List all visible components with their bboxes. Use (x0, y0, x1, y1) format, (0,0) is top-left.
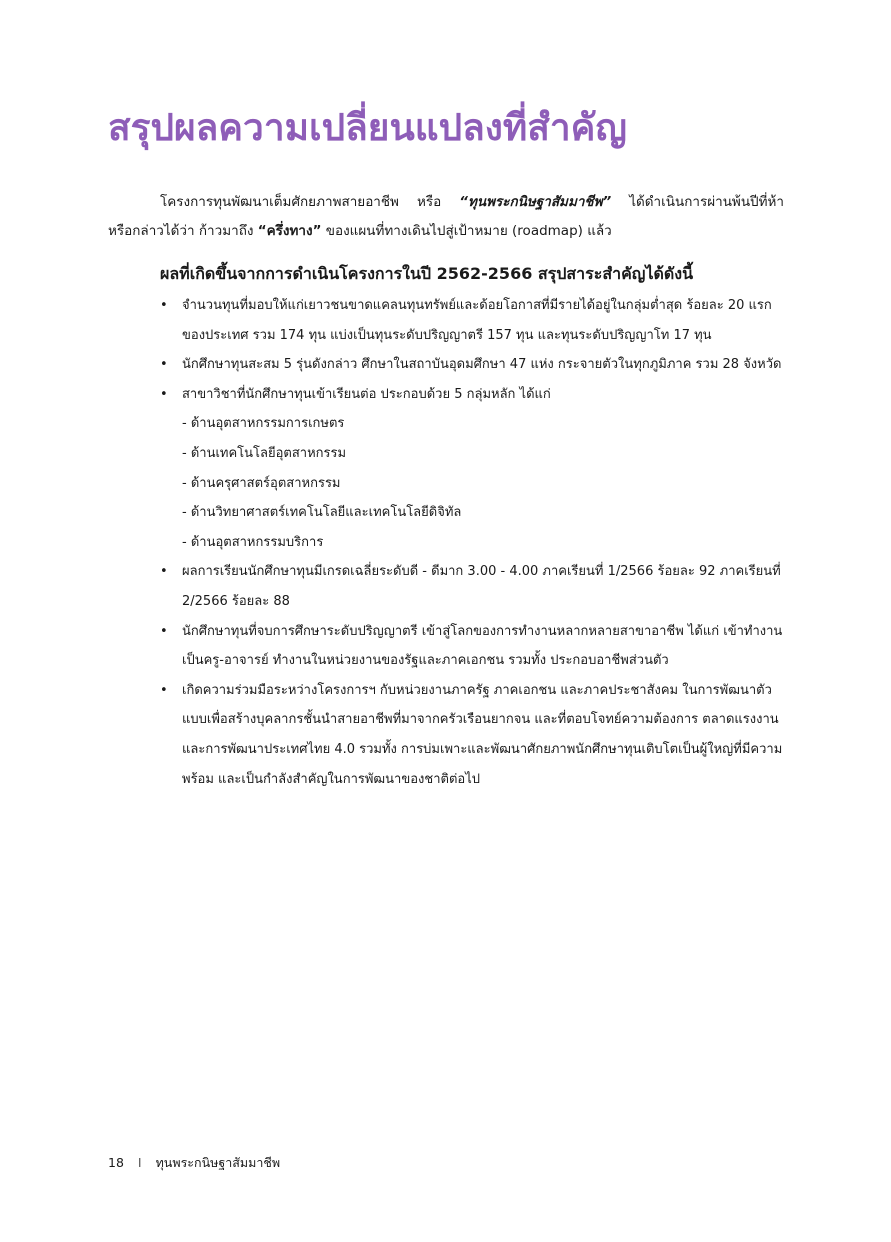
bullet-text: • เกิดความร่วมมือระหว่างโครงการฯ กับหน่วยงานภาครัฐ ภาคเอกชน และภาคประชาสังคม ในการพัฒนาตัวแบบเพื่อสร้างบุคลากรชั้นนำสายอาชีพที่มาจากครัวเรือนยากจน และที่ตอบโจทย์ความต้องการ ตลาดแรงงานและการพัฒนาประเทศไทย 4.0 รวมทั้ง การบ่มเพาะและพัฒนาศักยภาพนักศึกษาทุนเติบโตเป็นผู้ใหญ่ที่มีความพร้อม และเป็นกำลังสำคัญในการพัฒนาของชาติต่อไป (182, 682, 783, 787)
list-item (160, 291, 784, 350)
fund-name: “ทุนพระกนิษฐาสัมมาชีพ” (459, 194, 612, 210)
field-item: - ด้านอุตสาหกรรมการเกษตร (182, 416, 345, 432)
intro-line-1 (108, 188, 784, 217)
section-heading: ผลที่เกิดขึ้นจากการดำเนินโครงการในปี 2562-2566 สรุปสาระสำคัญได้ดังนี้ (160, 264, 694, 283)
list-item (160, 676, 784, 794)
list-item (160, 350, 784, 380)
page-title: สรุปผลความเปลี่ยนแปลงที่สำคัญ (108, 106, 627, 149)
list-item (160, 557, 784, 616)
list-item (160, 617, 784, 676)
list-item (160, 380, 784, 558)
bullet-text: • ผลการเรียนนักศึกษาทุนมีเกรดเฉลี่ยระดับดี - ดีมาก 3.00 - 4.00 ภาคเรียนที่ 1/2566 ร้อยละ 92 ภาคเรียนที่ 2/2566 ร้อยละ 88 (182, 564, 781, 609)
results-list (160, 291, 784, 794)
field-item: - ด้านอุตสาหกรรมบริการ (182, 534, 324, 550)
page-number: 18 (108, 1155, 124, 1170)
field-item: - ด้านเทคโนโลยีอุตสาหกรรม (182, 445, 347, 461)
intro-text-1: โครงการทุนพัฒนาเต็มศักยภาพสายอาชีพ หรือ (160, 194, 460, 210)
field-item: - ด้านครุศาสตร์อุตสาหกรรม (182, 475, 341, 491)
page-footer (108, 1153, 280, 1173)
bullet-text: • สาขาวิชาที่นักศึกษาทุนเข้าเรียนต่อ ประกอบด้วย 5 กลุ่มหลัก ได้แก่ (182, 386, 551, 402)
intro-line-2 (108, 217, 784, 246)
fields-list (182, 409, 784, 557)
running-title: ทุนพระกนิษฐาสัมมาชีพ (155, 1155, 281, 1170)
field-item: - ด้านวิทยาศาสตร์เทคโนโลยีและเทคโนโลยีดิจิทัล (182, 505, 462, 521)
bullet-text: • นักศึกษาทุนที่จบการศึกษาระดับปริญญาตรี เข้าสู่โลกของการทำงานหลากหลายสาขาอาชีพ ได้แก่ เข้าทำงานเป็นครู-อาจารย์ ทำงานในหน่วยงานของรัฐและภาคเอกชน รวมทั้ง ประกอบอาชีพส่วนตัว (182, 623, 783, 669)
bullet-text: • จำนวนทุนที่มอบให้แก่เยาวชนขาดแคลนทุนทรัพย์และด้อยโอกาสที่มีรายได้อยู่ในกลุ่มต่ำสุด ร้อยละ 20 แรกของประเทศ รวม 174 ทุน แบ่งเป็นทุนระดับปริญญาตรี 157 ทุน และทุนระดับปริญญาโท 17 ทุน (182, 298, 772, 343)
intro-paragraph (108, 188, 784, 246)
intro-text-4: ของแผนที่ทางเดินไปสู่เป้าหมาย (roadmap) แล้ว (321, 223, 612, 239)
footer-separator: I (137, 1155, 142, 1170)
bullet-text: • นักศึกษาทุนสะสม 5 รุ่นดังกล่าว ศึกษาในสถาบันอุดมศึกษา 47 แห่ง กระจายตัวในทุกภูมิภาค รวม 28 จังหวัด (182, 357, 782, 373)
intro-text-2: ได้ดำเนินการผ่านพ้นปีที่ห้า (611, 194, 784, 210)
intro-text-3: หรือกล่าวได้ว่า ก้าวมาถึง (108, 223, 258, 239)
halfway-term: “ครึ่งทาง” (257, 223, 322, 239)
